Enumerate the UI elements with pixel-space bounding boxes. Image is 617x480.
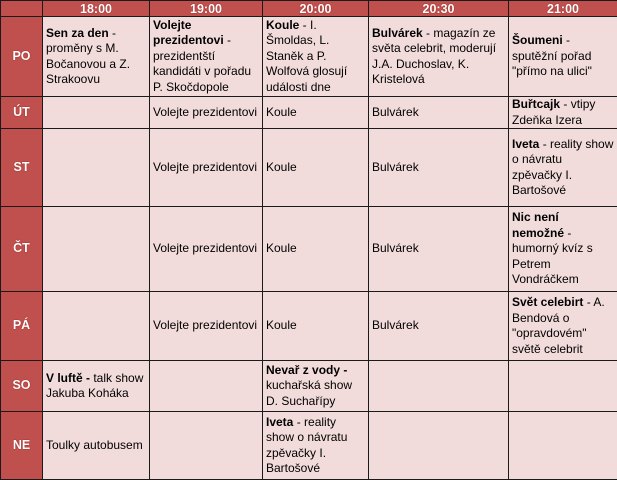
table-row bbox=[1, 17, 617, 97]
program-description: - sputěžní pořad "přímo na ulici" bbox=[512, 33, 592, 78]
program-cell bbox=[150, 97, 263, 129]
program-cell bbox=[369, 361, 509, 412]
day-label: PÁ bbox=[1, 292, 43, 361]
day-label: NE bbox=[1, 412, 43, 480]
table-row bbox=[1, 97, 617, 129]
day-label: PO bbox=[1, 17, 43, 97]
time-header: 19:00 bbox=[150, 1, 263, 17]
program-description: Bulvárek bbox=[372, 241, 419, 255]
table-row bbox=[1, 361, 617, 412]
program-description: - reality show o návratu zpěvačky I. Bartošové bbox=[266, 415, 347, 476]
program-description: Koule bbox=[266, 241, 297, 255]
program-title: Šoumeni bbox=[512, 33, 563, 47]
time-header: 20:30 bbox=[369, 1, 509, 17]
program-cell bbox=[150, 361, 263, 412]
program-cell bbox=[509, 292, 617, 361]
program-title: Iveta bbox=[512, 137, 539, 151]
program-description: Toulky autobusem bbox=[46, 438, 143, 452]
program-description: Bulvárek bbox=[372, 318, 419, 332]
program-description: kuchařská show D. Suchařípy bbox=[266, 378, 352, 408]
program-cell bbox=[150, 17, 263, 97]
time-header: 20:00 bbox=[263, 1, 369, 17]
program-cell bbox=[263, 412, 369, 480]
program-cell bbox=[43, 17, 150, 97]
program-cell bbox=[263, 207, 369, 292]
program-title: Bulvárek bbox=[372, 26, 423, 40]
program-cell bbox=[263, 97, 369, 129]
program-description: - I. Šmoldas, L. Staněk a P. Wolfová glosují události dne bbox=[266, 18, 347, 94]
program-title: Sen za den bbox=[46, 26, 109, 40]
program-cell bbox=[43, 361, 150, 412]
program-cell bbox=[509, 17, 617, 97]
program-cell bbox=[43, 97, 150, 129]
program-title: Volejte prezidentovi bbox=[153, 18, 224, 48]
program-description: Koule bbox=[266, 160, 297, 174]
program-cell bbox=[369, 412, 509, 480]
day-label: ÚT bbox=[1, 97, 43, 129]
program-title: Iveta bbox=[266, 415, 293, 429]
table-row bbox=[1, 207, 617, 292]
program-cell bbox=[509, 361, 617, 412]
program-cell bbox=[150, 207, 263, 292]
program-title: Buřtcajk bbox=[512, 97, 560, 111]
program-cell bbox=[150, 292, 263, 361]
program-title: Nic není nemožné bbox=[512, 210, 564, 240]
program-description: - humorný kvíz s Petrem Vondráčkem bbox=[512, 226, 593, 287]
table-row bbox=[1, 292, 617, 361]
program-description: - magazín ze světa celebrit, moderují J.A. Duchoslav, K. Kristelová bbox=[372, 26, 496, 87]
program-cell bbox=[369, 17, 509, 97]
program-description: - A. Bendová o "opravdovém" světě celebrit bbox=[512, 295, 605, 356]
program-description: - reality show o návratu zpěvačky I. Bartošové bbox=[512, 137, 613, 198]
program-description: Volejte prezidentovi bbox=[153, 160, 257, 174]
program-cell bbox=[369, 129, 509, 207]
program-cell bbox=[509, 97, 617, 129]
table-row bbox=[1, 412, 617, 480]
time-header: 18:00 bbox=[43, 1, 150, 17]
table-row bbox=[1, 129, 617, 207]
day-label: SO bbox=[1, 361, 43, 412]
program-description: Volejte prezidentovi bbox=[153, 105, 257, 119]
program-cell bbox=[369, 292, 509, 361]
day-label: ST bbox=[1, 129, 43, 207]
program-cell bbox=[369, 207, 509, 292]
program-cell bbox=[509, 207, 617, 292]
program-description: Volejte prezidentovi bbox=[153, 318, 257, 332]
program-title: Nevař z vody - bbox=[266, 363, 347, 377]
program-description: Koule bbox=[266, 105, 297, 119]
program-cell bbox=[43, 207, 150, 292]
program-cell bbox=[263, 292, 369, 361]
program-cell bbox=[509, 412, 617, 480]
program-description: Koule bbox=[266, 318, 297, 332]
program-cell bbox=[150, 129, 263, 207]
time-header: 21:00 bbox=[509, 1, 617, 17]
program-cell bbox=[43, 292, 150, 361]
program-title: V luftě - bbox=[46, 371, 90, 385]
program-description: talk show Jakuba Koháka bbox=[46, 371, 143, 401]
program-cell bbox=[150, 412, 263, 480]
program-description: - proměny s M. Bočanovou a Z. Strakoovu bbox=[46, 26, 130, 87]
program-title: Svět celebirt bbox=[512, 295, 583, 309]
corner-cell bbox=[1, 1, 43, 17]
program-cell bbox=[263, 361, 369, 412]
program-description: - prezidentští kandidáti v pořadu P. Skočdopole bbox=[153, 33, 251, 94]
program-cell bbox=[263, 17, 369, 97]
program-title: Koule bbox=[266, 18, 299, 32]
program-cell bbox=[263, 129, 369, 207]
program-cell bbox=[43, 412, 150, 480]
program-cell bbox=[43, 129, 150, 207]
header-row bbox=[1, 1, 617, 17]
program-description: - vtipy Zdeňka Izera bbox=[512, 97, 595, 127]
program-cell bbox=[509, 129, 617, 207]
program-description: Bulvárek bbox=[372, 160, 419, 174]
program-description: Volejte prezidentovi bbox=[153, 241, 257, 255]
program-description: Bulvárek bbox=[372, 105, 419, 119]
program-cell bbox=[369, 97, 509, 129]
day-label: ČT bbox=[1, 207, 43, 292]
